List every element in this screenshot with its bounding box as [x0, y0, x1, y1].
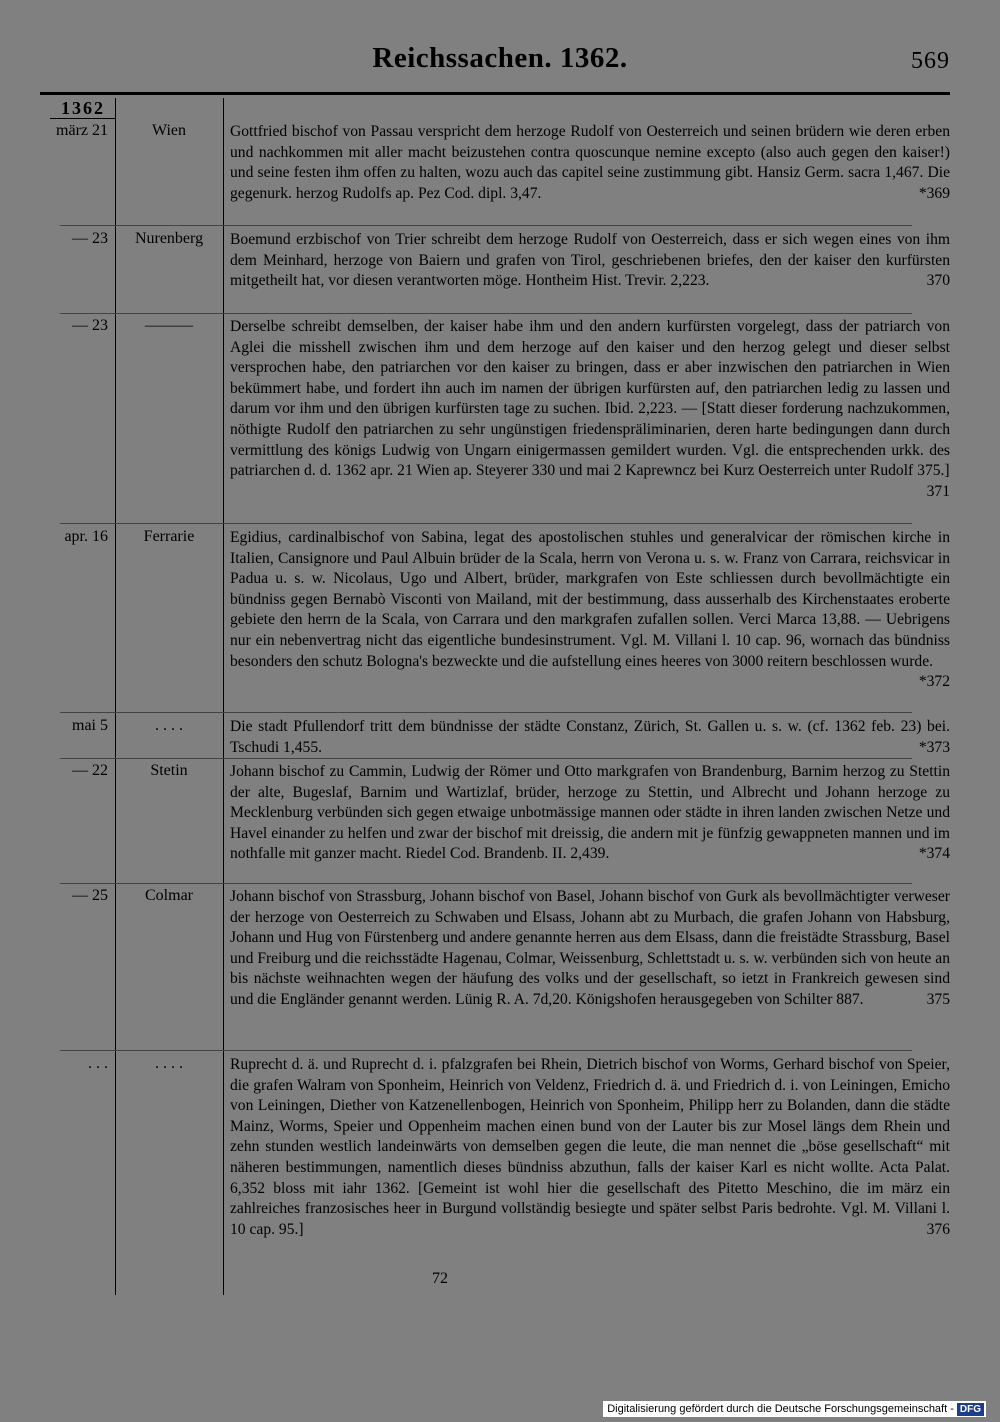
- entry-place: . . . .: [155, 1055, 183, 1072]
- signature-mark: 72: [432, 1270, 448, 1287]
- entry-place: Nurenberg: [134, 230, 204, 247]
- date-column-rule: [115, 98, 116, 1295]
- entry-place: Colmar: [145, 887, 193, 904]
- regest-number: *374: [918, 845, 950, 863]
- entry-date: — 23: [72, 317, 108, 334]
- entry-place: Ferrarie: [143, 528, 195, 545]
- page-title: Reichssachen. 1362.: [372, 42, 628, 74]
- regest-number: 370: [926, 272, 950, 290]
- entry-text: [230, 317, 950, 502]
- page-number: 569: [911, 48, 950, 74]
- entry-text: [230, 887, 950, 1011]
- entry-body: Boemund erzbischof von Trier schreibt dem herzoge Rudolf von Oesterreich, dass er sich wegen eines von ihm dem Meinhard, herzoge von Baiern und grafen von Tirol, geschriebenen briefes, den der kaiser den kurfürsten mitgetheilt hat, vor diesen verantworten möge. Hontheim Hist. Trevir. 2,223.: [230, 231, 950, 290]
- entry-text: [230, 1055, 950, 1240]
- entry-date: apr. 16: [64, 528, 108, 545]
- entry-place: Wien: [151, 122, 186, 139]
- entry-date: mai 5: [72, 717, 108, 734]
- entry-text: [230, 122, 950, 204]
- entry-date: — 23: [72, 230, 108, 247]
- regest-number: 371: [926, 482, 950, 500]
- regest-number: 376: [926, 1220, 950, 1238]
- entry-place: . . . .: [155, 717, 183, 734]
- entry-body: Johann bischof zu Cammin, Ludwig der Römer und Otto markgrafen von Brandenburg, Barnim herzog zu Stettin der alte, Bugeslaf, Barnim und Wartizlaf, brüder, herzoge zu Stettin, und Albrecht und Johann herzoge zu Mecklenburg verbünden sich gegen etwaige unbotmässige mannen oder städte in ihren landen zwischen Netze und Havel einander zu helfen und zwar der bischof mit dreissig, die andern mit je fünfzig gewappneten mannen und im nothfalle mit ganzer macht. Riedel Cod. Brandenb. II. 2,439.: [230, 763, 950, 863]
- entry-separator: [60, 758, 912, 759]
- regest-number: *369: [918, 184, 950, 202]
- entry-body: Johann bischof von Strassburg, Johann bischof von Basel, Johann bischof von Gurk als bevollmächtigter verweser der herzoge von Oesterreich zu Schwaben und Elsass, Johann abt zu Murbach, die grafen Johann von Habsburg, Johann und Hug von Fürstenberg und andere genannte herren aus dem Elsass, dann die freistädte Strassburg, Basel und Freiburg und die reichsstädte Hagenau, Colmar, Weissenburg, Schlettstadt u. s. w. verbünden sich von heute an bis nächste weihnachten wegen der häufung des volks und der gesellschaft, so ietzt in Frankreich gewesen sind und die Engländer genannt werden. Lünig R. A. 7d,20. Königshofen herausgegeben von Schilter 887.: [230, 888, 950, 1008]
- entry-place: Stetin: [150, 762, 188, 779]
- entry-body: Derselbe schreibt demselben, der kaiser habe ihm und den andern kurfürsten vorgelegt, dass der patriarch von Aglei die misshell zwischen ihm und dem herzoge auf den kaiser und den herzog gelegt und dieser selbst versprochen habe, den patriarchen vor den kaiser zu bringen, dass er aber inzwischen den patriarchen in Wien bekümmert habe, und fordert ihn auch im namen der übrigen kurfürsten auf, den patriarchen ledig zu lassen und darum vor ihm und den übrigen kurfürsten tage zu suchen. Ibid. 2,223. — [Statt dieser forderung nachzukommen, nöthigte Rudolf den patriarchen zu sehr ungünstigen friedenspräliminarien, deren harte bedingungen dann durch vermittlung des königs Ludwig von Ungarn einigermassen gemildert wurden. Vgl. die entsprechenden urkk. des patriarchen d. d. 1362 apr. 21 Wien ap. Steyerer 330 und mai 2 Kaprewncz bei Kurz Oesterreich unter Rudolf 375.]: [230, 318, 950, 480]
- dfg-logo: DFG: [957, 1403, 984, 1416]
- entry-separator: [60, 523, 912, 524]
- entry-text: [230, 230, 950, 292]
- year-heading: 1362: [50, 98, 116, 119]
- regest-number: *372: [918, 673, 950, 691]
- entry-date: . . .: [88, 1055, 108, 1072]
- entry-separator: [60, 883, 912, 884]
- header-rule: [40, 92, 950, 95]
- entry-body: Gottfried bischof von Passau verspricht dem herzoge Rudolf von Oesterreich und seinen brüdern wie deren erben und nachkommen mit aller macht beizustehen contra quoscunque nemine excepto (also auch gegen den kaiser!) und seine festen ihm offen zu halten, wozu auch das capitel seine zustimmung gibt. Hansiz Germ. sacra 1,467. Die gegenurk. herzog Rudolfs ap. Pez Cod. dipl. 3,47.: [230, 123, 950, 202]
- entry-body: Die stadt Pfullendorf tritt dem bündnisse der städte Constanz, Zürich, St. Gallen u. s. w. (cf. 1362 feb. 23) bei. Tschudi 1,455.: [230, 718, 950, 756]
- entry-place: ———: [145, 317, 193, 334]
- footer-text: Digitalisierung gefördert durch die Deutsche Forschungsgemeinschaft -: [607, 1403, 954, 1415]
- entry-separator: [60, 225, 912, 226]
- entry-body: Egidius, cardinalbischof von Sabina, legat des apostolischen stuhles und generalvicar der römischen kirche in Italien, Cansignore und Paul Albuin brüder de la Scala, herrn von Verona u. s. w. Franz von Carrara, reichsvicar in Padua u. s. w. Nicolaus, Ugo und Albert, brüder, markgrafen von Este schliessen durch bevollmächtigte ein bündniss gegen Bernabò Visconti von Mailand, mit der bestimmung, dass ausserhalb des Kirchenstaates eroberte gebiete den herrn de la Scala, von Carrara und den markgrafen zufallen sollen. Verci Marca 13,88. — Uebrigens nur ein nebenvertrag nicht das eigentliche bundesinstrument. Vgl. M. Villani l. 10 cap. 96, wornach das bündniss besonders den schutz Bologna's bezweckte und die aufstellung eines heeres von 3000 reitern beschlossen wurde.: [230, 529, 950, 670]
- entry-separator: [60, 313, 912, 314]
- entry-text: [230, 717, 950, 758]
- entry-body: Ruprecht d. ä. und Ruprecht d. i. pfalzgrafen bei Rhein, Dietrich bischof von Worms, Gerhard bischof von Speier, die grafen Walram von Sponheim, Heinrich von Veldenz, Friedrich d. ä. und Friedrich d. i. von Leiningen, Emicho von Leiningen, Diether von Katzenellenbogen, Heinrich von Sponheim, Philipp herr zu Bolanden, dann die städte Mainz, Worms, Speier und Oppenheim machen einen bund von der Lauter bis zur Mosel längs dem Rhein und zehn stunden westlich landeinwärts von demselben gegen die leute, die man nennet die „böse gesellschaft“ mit näheren bestimmungen, namentlich dieses bündniss abzuthun, falls der kaiser Karl es nicht wollte. Acta Palat. 6,352 bloss mit iahr 1362. [Gemeint ist wohl hier die gesellschaft des Pitetto Meschino, die im märz ein zahlreiches franzosisches heer in Burgund vollständig besiegte und später selbst Paris bedrohte. Vgl. M. Villani l. 10 cap. 95.]: [230, 1056, 950, 1238]
- entry-date: — 22: [72, 762, 108, 779]
- entry-text: [230, 762, 950, 865]
- digitization-footer: [603, 1401, 986, 1417]
- entry-separator: [60, 712, 912, 713]
- entry-text: [230, 528, 950, 693]
- regest-number: *373: [918, 738, 950, 756]
- entry-separator: [60, 1050, 912, 1051]
- place-column-rule: [223, 98, 224, 1295]
- entry-date: — 25: [72, 887, 108, 904]
- regest-number: 375: [926, 990, 950, 1008]
- entry-date: märz 21: [56, 122, 108, 139]
